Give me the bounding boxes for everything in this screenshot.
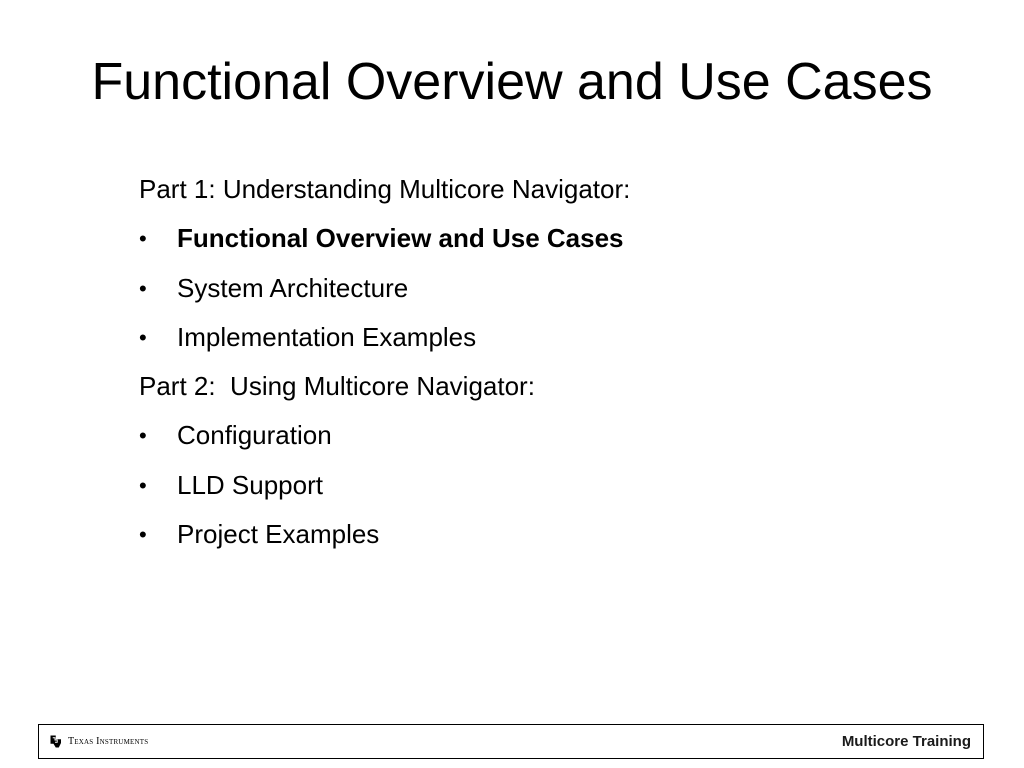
footer-label: Multicore Training <box>841 733 971 750</box>
section-heading-part-2 <box>139 362 939 411</box>
agenda-item-text: LLD Support <box>177 469 323 500</box>
agenda-item-text: Implementation Examples <box>177 321 477 352</box>
company-logo <box>49 734 148 749</box>
agenda-item-system-architecture <box>139 264 939 313</box>
agenda-item-project-examples <box>139 510 939 559</box>
bullet-icon: • <box>139 472 147 498</box>
agenda-item-text: Functional Overview and Use Cases <box>177 223 624 254</box>
agenda-item-text: Configuration <box>177 420 332 451</box>
section-heading-part-1 <box>139 165 939 214</box>
section-heading-text: Part 2: Using Multicore Navigator: <box>139 371 535 402</box>
bullet-icon: • <box>139 522 147 548</box>
company-logo-text: Texas Instruments <box>68 736 149 747</box>
agenda-item-functional-overview <box>139 214 939 263</box>
agenda-item-configuration <box>139 411 939 460</box>
texas-instruments-logo-icon <box>49 734 64 749</box>
agenda-item-text: Project Examples <box>177 519 380 550</box>
footer-bar <box>38 724 984 759</box>
agenda-item-text: System Architecture <box>177 272 409 303</box>
section-heading-text: Part 1: Understanding Multicore Navigator: <box>139 174 631 204</box>
slide-title: Functional Overview and Use Cases <box>91 53 933 111</box>
agenda-item-lld-support <box>139 461 939 510</box>
bullet-icon: • <box>139 423 147 449</box>
bullet-icon: • <box>139 226 147 252</box>
agenda-item-implementation-examples <box>139 313 939 362</box>
bullet-icon: • <box>139 324 147 350</box>
bullet-icon: • <box>139 275 147 301</box>
agenda-list <box>139 165 939 559</box>
